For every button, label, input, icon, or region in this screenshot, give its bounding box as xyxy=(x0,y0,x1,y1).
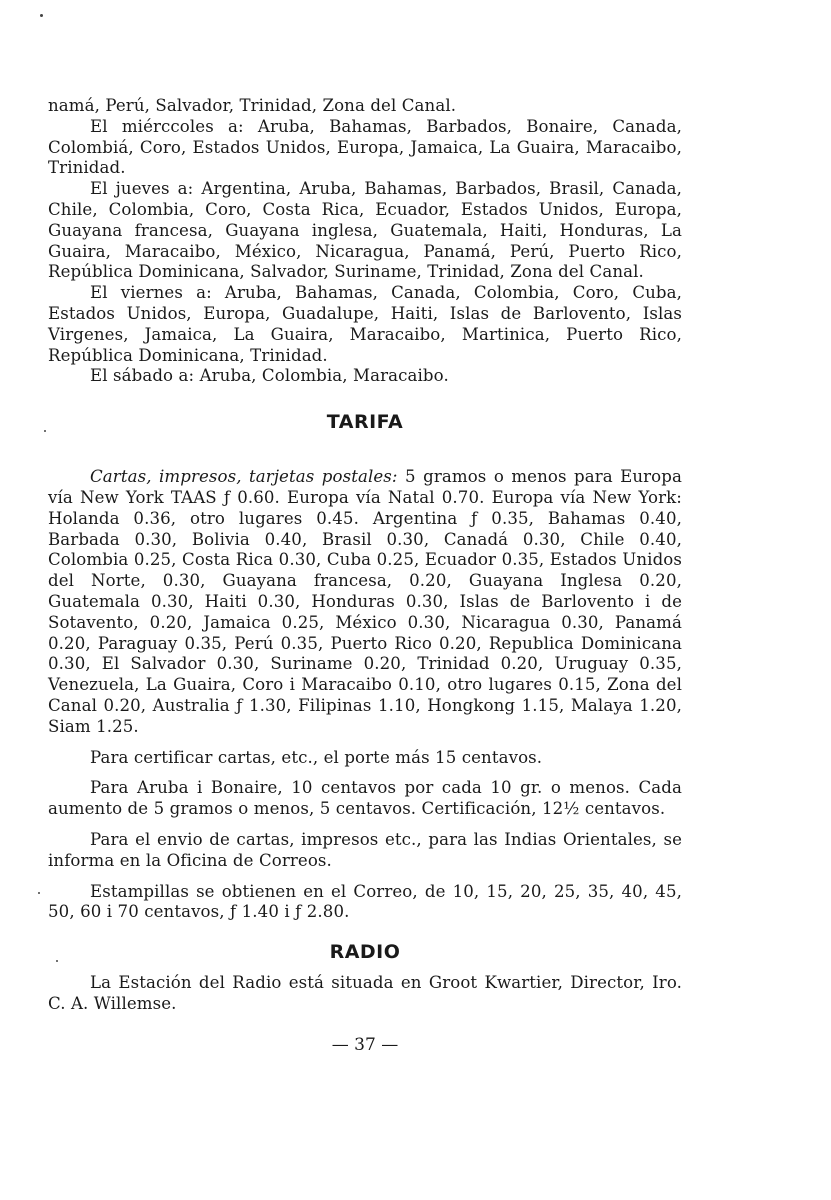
ink-speck xyxy=(38,892,40,894)
section-title-tarifa: TARIFA xyxy=(326,411,404,434)
section-title-radio: RADIO xyxy=(329,941,401,964)
paragraph-tarifa-rates xyxy=(48,467,682,737)
page-number: — 37 — xyxy=(331,1034,399,1055)
paragraph-friday: El viernes a: Aruba, Bahamas, Canada, Colombia, Coro, Cuba, Estados Unidos, Europa, Guadalupe, Haiti, Islas de Barlovento, Islas Virgenes, Jamaica, La Guaira, Maracaibo, Martinica, Puerto Rico, República Dominicana, Trinidad. xyxy=(48,283,682,365)
ink-speck xyxy=(40,14,43,17)
paragraph-aruba-bonaire: Para Aruba i Bonaire, 10 centavos por cada 10 gr. o menos. Cada aumento de 5 gramos o menos, 5 centavos. Certificación, 12½ centavos. xyxy=(48,778,682,819)
paragraph-wednesday: El miérccoles a: Aruba, Bahamas, Barbados, Bonaire, Canada, Colombiá, Coro, Estados Unidos, Europa, Jamaica, La Guaira, Maracaibo, Trinidad. xyxy=(48,116,682,178)
paragraph-certificar: Para certificar cartas, etc., el porte más 15 centavos. xyxy=(90,747,543,767)
paragraph-continuation: namá, Perú, Salvador, Trinidad, Zona del Canal. xyxy=(48,96,457,115)
tarifa-lead-text: 5 gramos o menos para Europa vía New York TAAS ƒ 0.60. Europa vía Natal 0.70. Europa vía New York: Holanda 0.36, otro lugares 0.45. Argentina ƒ 0.35, Bahamas 0.40, Barbada 0.30, Bolivia 0.40, Brasil 0.30, Canadá 0.30, Chile 0.40, Colombia 0.25, Costa Rica 0.30, Cuba 0.25, Ecuador 0.35, Estados Unidos del Norte, 0.30, Guayana francesa, 0.20, Guayana Inglesa 0.20, Guatemala 0.30, Haiti 0.30, Honduras 0.30, Islas de Barlovento i de Sotavento, 0.20, Jamaica 0.25, México 0.30, Nicaragua 0.30, Panamá 0.20, Paraguay 0.35, Perú 0.35, Puerto Rico 0.20, Republica Dominicana 0.30, El Salvador 0.30, Suriname 0.20, Trinidad 0.20, Uruguay 0.35, Venezuela, La Guaira, Coro i Maracaibo 0.10, otro lugares 0.15, Zona del Canal 0.20, Australia ƒ 1.30, Filipinas 1.10, Hongkong 1.15, Malaya 1.20, Siam 1.25. xyxy=(48,467,682,736)
paragraph-estampillas: Estampillas se obtienen en el Correo, de 10, 15, 20, 25, 35, 40, 45, 50, 60 i 70 centavos, ƒ 1.40 i ƒ 2.80. xyxy=(48,881,682,922)
paragraph-indias-orientales: Para el envio de cartas, impresos etc., para las Indias Orientales, se informa en la Oficina de Correos. xyxy=(48,829,682,870)
paragraph-thursday: El jueves a: Argentina, Aruba, Bahamas, Barbados, Brasil, Canada, Chile, Colombia, Coro, Costa Rica, Ecuador, Estados Unidos, Europa, Guayana francesa, Guayana inglesa, Guatemala, Haiti, Honduras, La Guaira, Maracaibo, México, Nicaragua, Panamá, Perú, Puerto Rico, República Dominicana, Salvador, Suriname, Trinidad, Zona del Canal. xyxy=(48,179,682,282)
paragraph-radio: La Estación del Radio está situada en Groot Kwartier, Director, Iro. C. A. Willemse. xyxy=(48,973,682,1013)
tarifa-lead-italic: Cartas, impresos, tarjetas postales: xyxy=(90,467,398,487)
paragraph-saturday: El sábado a: Aruba, Colombia, Maracaibo. xyxy=(90,366,449,386)
document-page xyxy=(48,96,682,1055)
ink-speck xyxy=(44,430,46,432)
